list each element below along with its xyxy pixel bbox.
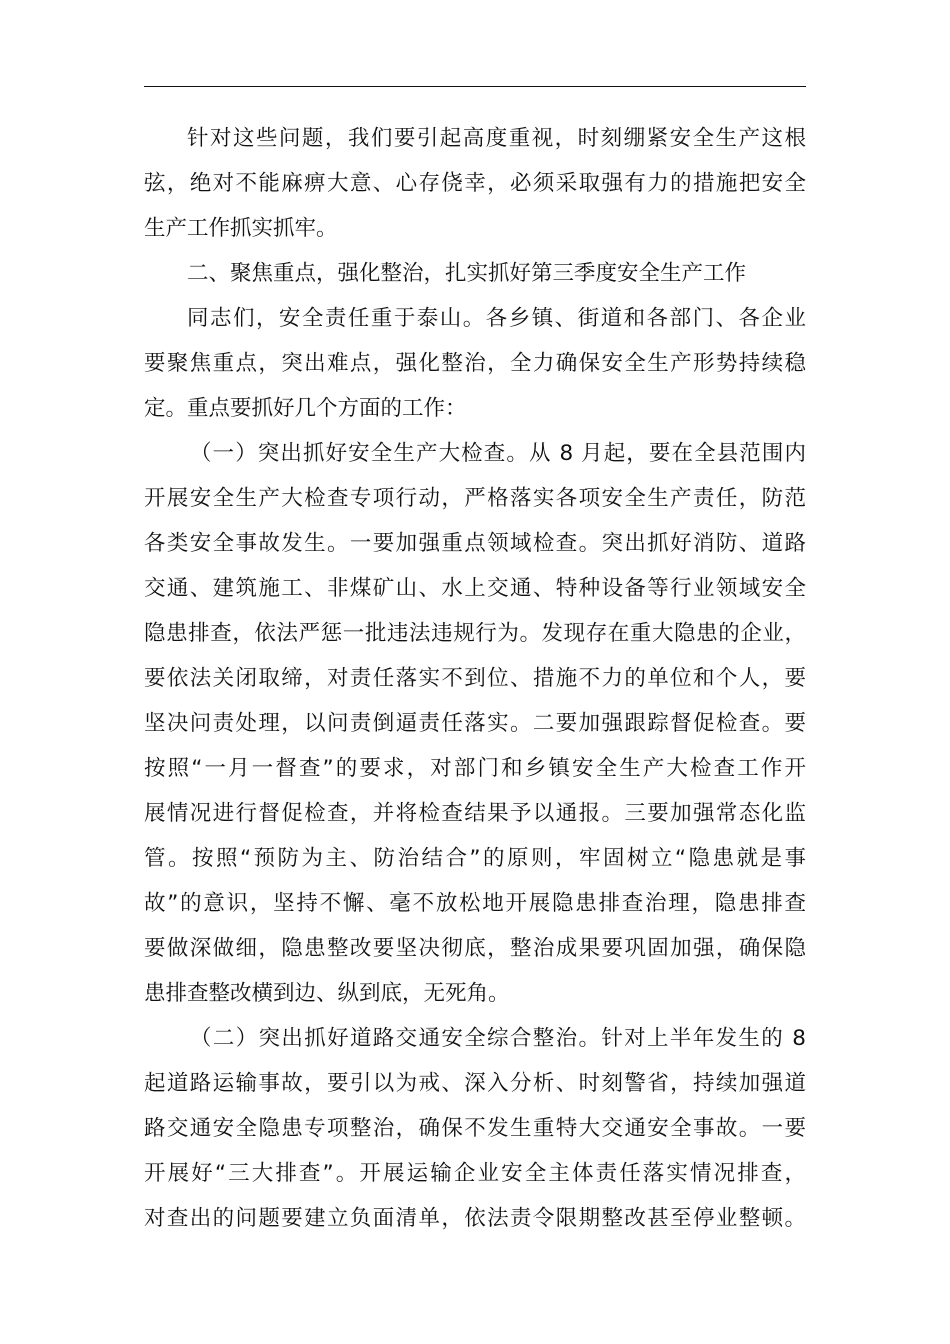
paragraph-line: 管。按照“预防为主、防治结合”的原则，牢固树立“隐患就是事	[144, 846, 806, 871]
paragraph-line: 要做深做细，隐患整改要坚决彻底，整治成果要巩固加强，确保隐	[144, 936, 806, 961]
paragraph-line: 路交通安全隐患专项整治，确保不发生重特大交通安全事故。一要	[144, 1116, 806, 1141]
paragraph-line: 生产工作抓实抓牢。	[144, 216, 338, 241]
paragraph-line: 隐患排查，依法严惩一批违法违规行为。发现存在重大隐患的企业，	[144, 621, 806, 646]
section-heading: 二、聚焦重点，强化整治，扎实抓好第三季度安全生产工作	[187, 261, 747, 286]
paragraph-line: 各类安全事故发生。一要加强重点领域检查。突出抓好消防、道路	[144, 531, 806, 556]
paragraph-line: 同志们，安全责任重于泰山。各乡镇、街道和各部门、各企业	[187, 306, 806, 331]
paragraph-line: 要聚焦重点，突出难点，强化整治，全力确保安全生产形势持续稳	[144, 351, 806, 376]
paragraph-line: 对查出的问题要建立负面清单，依法责令限期整改甚至停业整顿。	[144, 1206, 806, 1231]
paragraph-line: 展情况进行督促检查，并将检查结果予以通报。三要加强常态化监	[144, 801, 806, 826]
paragraph-line: （一）突出抓好安全生产大检查。从 8 月起，要在全县范围内	[190, 441, 806, 466]
paragraph-line: 针对这些问题，我们要引起高度重视，时刻绷紧安全生产这根	[187, 126, 806, 151]
paragraph-line: 起道路运输事故，要引以为戒、深入分析、时刻警省，持续加强道	[144, 1071, 806, 1096]
paragraph-line: 弦，绝对不能麻痹大意、心存侥幸，必须采取强有力的措施把安全	[144, 171, 806, 196]
paragraph-line: 患排查整改横到边、纵到底，无死角。	[144, 981, 510, 1006]
paragraph-line: 开展安全生产大检查专项行动，严格落实各项安全生产责任，防范	[144, 486, 806, 511]
header-rule	[144, 86, 806, 87]
paragraph-line: 故”的意识，坚持不懈、毫不放松地开展隐患排查治理，隐患排查	[144, 891, 806, 916]
paragraph-line: 要依法关闭取缔，对责任落实不到位、措施不力的单位和个人，要	[144, 666, 806, 691]
paragraph-line: （二）突出抓好道路交通安全综合整治。针对上半年发生的 8	[190, 1026, 806, 1051]
paragraph-line: 按照“一月一督查”的要求，对部门和乡镇安全生产大检查工作开	[144, 756, 806, 781]
paragraph-line: 坚决问责处理，以问责倒逼责任落实。二要加强跟踪督促检查。要	[144, 711, 806, 736]
paragraph-line: 开展好“三大排查”。开展运输企业安全主体责任落实情况排查，	[144, 1161, 806, 1186]
paragraph-line: 交通、建筑施工、非煤矿山、水上交通、特种设备等行业领域安全	[144, 576, 806, 601]
paragraph-line: 定。重点要抓好几个方面的工作：	[144, 396, 467, 421]
